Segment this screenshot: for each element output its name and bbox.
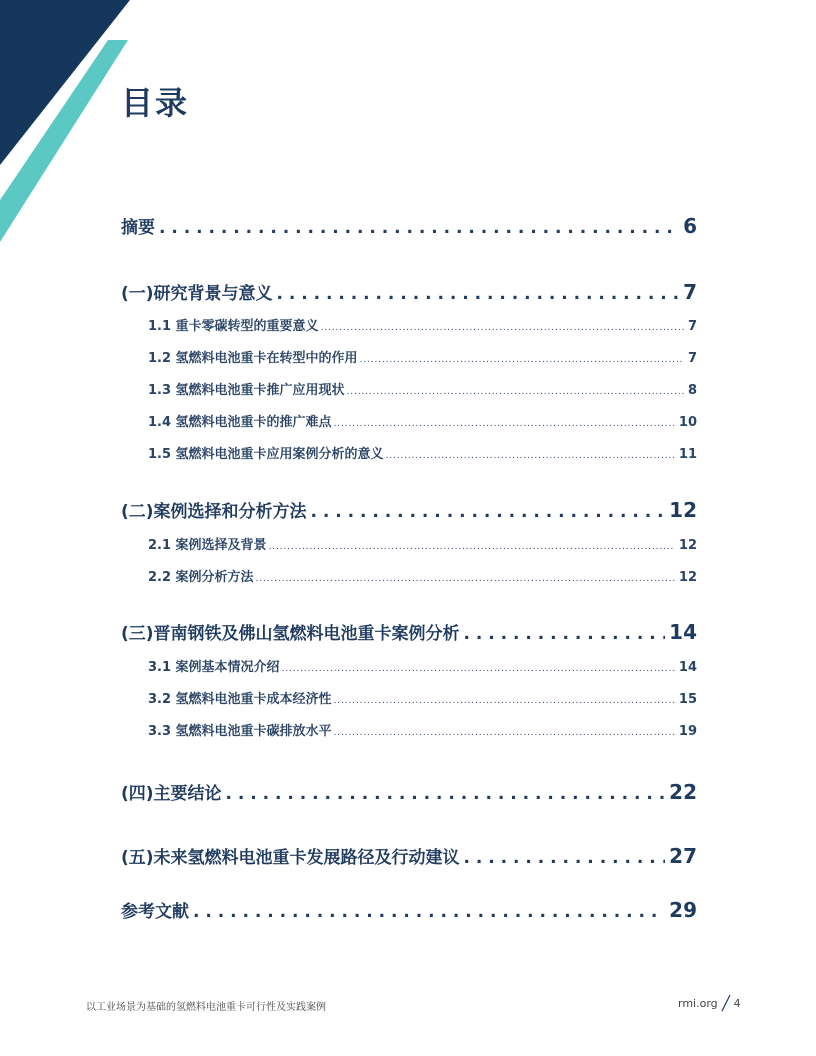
toc-label: (二)案例选择和分析方法 <box>121 502 307 522</box>
toc-page-number: 7 <box>687 351 697 366</box>
toc-entry-1-2[interactable] <box>148 347 697 366</box>
slash-divider-icon <box>720 994 732 1012</box>
toc-page-number: 6 <box>683 214 697 238</box>
toc-label: 1.1 重卡零碳转型的重要意义 <box>148 319 319 334</box>
toc-label: 3.3 氢燃料电池重卡碳排放水平 <box>148 724 332 739</box>
toc-entry-1-4[interactable] <box>148 411 697 430</box>
toc-label: 1.4 氢燃料电池重卡的推广难点 <box>148 415 332 430</box>
toc-label: 摘要 <box>121 218 155 238</box>
toc-page-number: 14 <box>669 620 697 644</box>
toc-entry-section-1[interactable] <box>121 279 697 304</box>
toc-page-number: 12 <box>678 538 697 553</box>
leader-dots <box>311 502 666 522</box>
toc-label: (五)未来氢燃料电池重卡发展路径及行动建议 <box>121 848 460 868</box>
toc-label: 1.2 氢燃料电池重卡在转型中的作用 <box>148 351 358 366</box>
toc-entry-3-3[interactable] <box>148 720 697 739</box>
toc-entry-1-3[interactable] <box>148 379 697 398</box>
toc-label: 2.2 案例分析方法 <box>148 570 254 585</box>
toc-label: (一)研究背景与意义 <box>121 284 273 304</box>
leader-dots <box>226 784 666 804</box>
toc-label: (四)主要结论 <box>121 784 222 804</box>
corner-decoration <box>0 0 140 250</box>
toc-entry-section-4[interactable] <box>121 779 697 804</box>
toc-label: 1.5 氢燃料电池重卡应用案例分析的意义 <box>148 447 384 462</box>
toc-label: 3.2 氢燃料电池重卡成本经济性 <box>148 692 332 707</box>
toc-label: 1.3 氢燃料电池重卡推广应用现状 <box>148 383 345 398</box>
leader-dots <box>334 728 675 738</box>
leader-dots <box>464 624 666 644</box>
leader-dots <box>256 574 675 584</box>
toc-page-number: 8 <box>687 383 697 398</box>
navy-stripe <box>0 0 130 165</box>
leader-dots <box>386 451 675 461</box>
footer-page-info <box>678 994 741 1012</box>
toc-page-number: 7 <box>683 280 697 304</box>
toc-page-number: 14 <box>678 660 697 675</box>
toc-entry-3-1[interactable] <box>148 656 697 675</box>
leader-dots <box>464 848 666 868</box>
leader-dots <box>334 419 675 429</box>
toc-entry-section-3[interactable] <box>121 619 697 644</box>
toc-page-number: 27 <box>669 844 697 868</box>
toc-label: 2.1 案例选择及背景 <box>148 538 267 553</box>
page-title: 目录 <box>121 84 190 122</box>
toc-page-number: 19 <box>678 724 697 739</box>
leader-dots <box>334 696 675 706</box>
toc-entry-references[interactable] <box>121 897 697 922</box>
toc-entry-3-2[interactable] <box>148 688 697 707</box>
leader-dots <box>282 664 675 674</box>
leader-dots <box>347 387 684 397</box>
toc-entry-2-1[interactable] <box>148 534 697 553</box>
toc-label: 3.1 案例基本情况介绍 <box>148 660 280 675</box>
leader-dots <box>193 902 665 922</box>
toc-entry-abstract[interactable] <box>121 213 697 238</box>
toc-entry-1-5[interactable] <box>148 443 697 462</box>
leader-dots <box>277 284 680 304</box>
toc-page-number: 22 <box>669 780 697 804</box>
leader-dots <box>159 218 679 238</box>
toc-page-number: 11 <box>678 447 697 462</box>
footer-page-number: 4 <box>733 996 741 1010</box>
footer-report-title: 以工业场景为基础的氢燃料电池重卡可行性及实践案例 <box>86 1002 326 1013</box>
leader-dots <box>269 542 675 552</box>
toc-entry-section-2[interactable] <box>121 497 697 522</box>
toc-entry-2-2[interactable] <box>148 566 697 585</box>
toc-page-number: 29 <box>669 898 697 922</box>
toc-page-number: 7 <box>687 319 697 334</box>
toc-entry-1-1[interactable] <box>148 315 697 334</box>
leader-dots <box>360 355 684 365</box>
toc-page-number: 10 <box>678 415 697 430</box>
toc-label: 参考文献 <box>121 902 189 922</box>
leader-dots <box>321 323 684 333</box>
toc-page-number: 15 <box>678 692 697 707</box>
footer-site-link[interactable]: rmi.org <box>678 996 718 1010</box>
toc-label: (三)晋南钢铁及佛山氢燃料电池重卡案例分析 <box>121 624 460 644</box>
toc-page-number: 12 <box>669 498 697 522</box>
toc-entry-section-5[interactable] <box>121 843 697 868</box>
toc-page-number: 12 <box>678 570 697 585</box>
